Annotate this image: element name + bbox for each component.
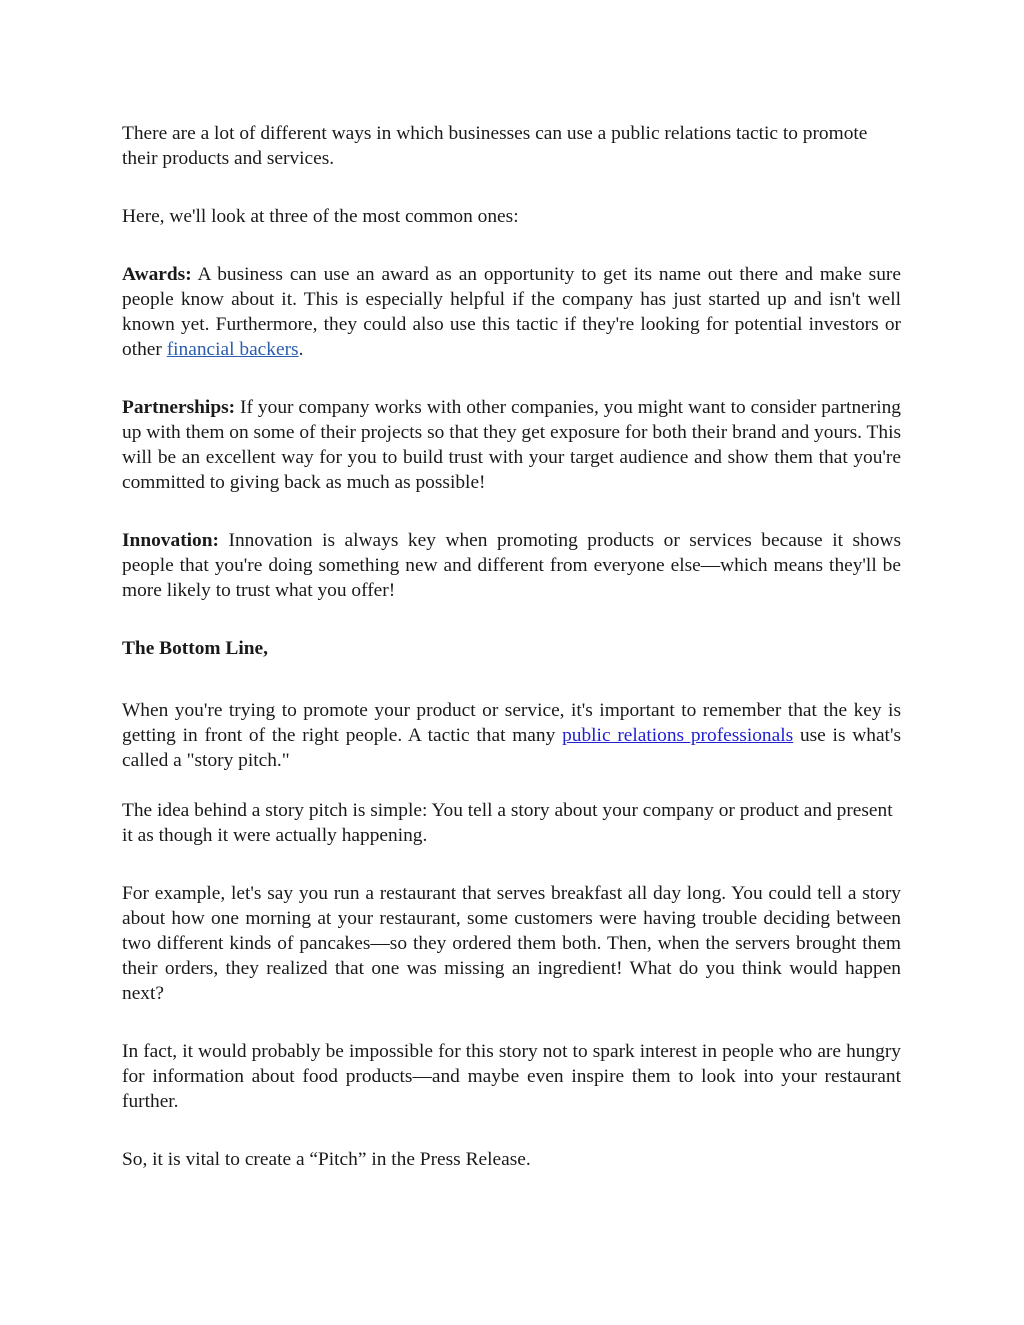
story-pitch-idea-paragraph: The idea behind a story pitch is simple: You tell a story about your company or product and present it as though it were actually happening.	[122, 800, 893, 846]
closing-paragraph: So, it is vital to create a “Pitch” in the Press Release.	[122, 1149, 531, 1170]
awards-end: .	[298, 339, 304, 360]
intro-lead-in: Here, we'll look at three of the most common ones:	[122, 206, 519, 227]
awards-text: A business can use an award as an opportunity to get its name out there and make sure people know about it. This is especially helpful if the company has just started up and isn't well known yet. Furthermore, they could also use this tactic if they're looking for potential investors or other	[122, 264, 901, 360]
document-page	[122, 121, 901, 1172]
partnerships-text: If your company works with other companies, you might want to consider partnering up with them on some of their projects so that they get exposure for both their brand and yours. This will be an excellent way for you to build trust with your target audience and show them that you're committed to giving back as much as possible!	[122, 397, 901, 493]
story-pitch-end: use is what's called a "story pitch."	[122, 725, 901, 771]
intro-paragraph: There are a lot of different ways in which businesses can use a public relations tactic to promote their products and services.	[122, 123, 868, 169]
story-pitch-paragraph	[122, 698, 901, 773]
partnerships-paragraph	[122, 395, 901, 495]
innovation-paragraph	[122, 528, 901, 603]
awards-label: Awards:	[122, 264, 192, 285]
financial-backers-link[interactable]: financial backers	[166, 339, 299, 360]
partnerships-label: Partnerships:	[122, 397, 236, 418]
bottom-line-heading: The Bottom Line,	[122, 638, 268, 659]
restaurant-example-paragraph: For example, let's say you run a restaurant that serves breakfast all day long. You could tell a story about how one morning at your restaurant, some customers were having trouble deciding between two different kinds of pancakes—so they ordered them both. Then, when the servers brought them their orders, they realized that one was missing an ingredient! What do you think would happen next?	[122, 883, 901, 1004]
innovation-text: Innovation is always key when promoting products or services because it shows people that you're doing something new and different from everyone else—which means they'll be more likely to trust what you offer!	[122, 530, 901, 601]
story-pitch-text: When you're trying to promote your product or service, it's important to remember that the key is getting in front of the right people. A tactic that many	[122, 700, 901, 746]
spark-interest-paragraph: In fact, it would probably be impossible for this story not to spark interest in people who are hungry for information about food products—and maybe even inspire them to look into your restaurant further.	[122, 1041, 901, 1112]
innovation-label: Innovation:	[122, 530, 219, 551]
public-relations-professionals-link[interactable]: public relations professionals	[562, 725, 794, 746]
awards-paragraph	[122, 262, 901, 362]
